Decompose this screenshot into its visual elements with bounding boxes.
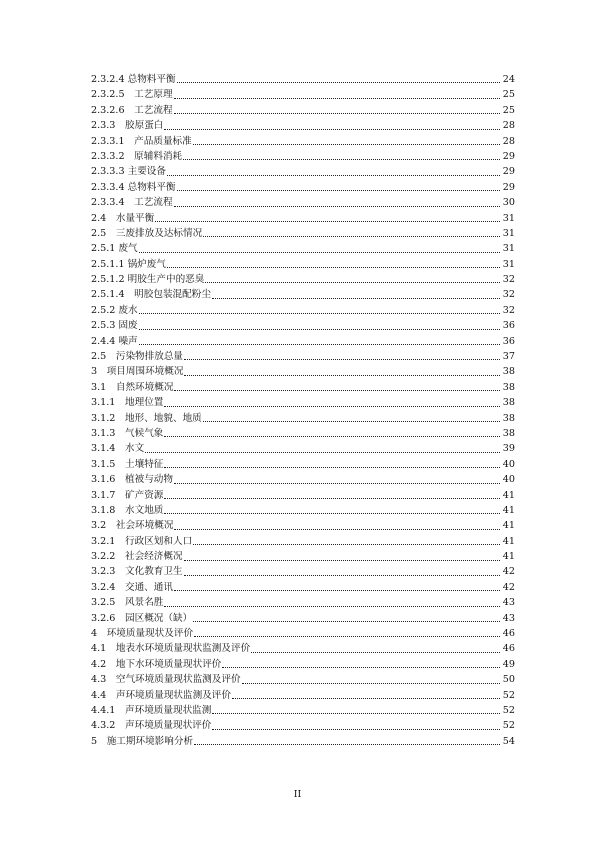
toc-entry[interactable] bbox=[91, 72, 515, 87]
toc-entry-title: 3.2.3 文化教育卫生 bbox=[91, 566, 183, 578]
toc-entry[interactable] bbox=[91, 164, 515, 179]
toc-entry[interactable] bbox=[91, 472, 515, 487]
dot-leader bbox=[174, 590, 500, 591]
table-of-contents bbox=[91, 72, 515, 749]
dot-leader bbox=[222, 667, 500, 668]
toc-entry-title: 2.5.3 固废 bbox=[91, 320, 138, 332]
toc-entry-title: 3.1.8 水文地质 bbox=[91, 504, 164, 516]
dot-leader bbox=[164, 498, 500, 499]
dot-leader bbox=[164, 467, 500, 468]
toc-entry-page: 31 bbox=[502, 258, 515, 270]
toc-entry-page: 43 bbox=[502, 597, 515, 609]
toc-entry-page: 31 bbox=[502, 227, 515, 239]
dot-leader bbox=[167, 267, 500, 268]
toc-entry-page: 46 bbox=[502, 643, 515, 655]
dot-leader bbox=[184, 359, 500, 360]
toc-entry-page: 24 bbox=[502, 73, 515, 85]
toc-entry[interactable] bbox=[91, 565, 515, 580]
toc-entry[interactable] bbox=[91, 641, 515, 656]
toc-entry[interactable] bbox=[91, 134, 515, 149]
toc-entry-title: 3.1.2 地形、地貌、地质 bbox=[91, 412, 202, 424]
toc-entry-page: 46 bbox=[502, 628, 515, 640]
toc-entry-title: 3.2.1 行政区划和人口 bbox=[91, 535, 193, 547]
toc-entry[interactable] bbox=[91, 241, 515, 256]
toc-entry-title: 3.1.5 土壤特征 bbox=[91, 458, 164, 470]
toc-entry[interactable] bbox=[91, 87, 515, 102]
toc-entry-title: 3.2.6 园区概况（缺） bbox=[91, 612, 193, 624]
dot-leader bbox=[205, 282, 500, 283]
toc-entry-page: 38 bbox=[502, 427, 515, 439]
toc-entry-page: 32 bbox=[502, 304, 515, 316]
toc-entry-page: 39 bbox=[502, 443, 515, 455]
toc-entry-page: 40 bbox=[502, 458, 515, 470]
toc-entry-page: 32 bbox=[502, 289, 515, 301]
dot-leader bbox=[139, 344, 500, 345]
toc-entry-page: 36 bbox=[502, 320, 515, 332]
toc-entry[interactable] bbox=[91, 272, 515, 287]
toc-entry-page: 38 bbox=[502, 381, 515, 393]
toc-entry-title: 4.2 地下水环境质量现状评价 bbox=[91, 658, 222, 670]
toc-entry-title: 2.3.2.5 工艺原理 bbox=[91, 89, 173, 101]
toc-entry-title: 4.4.1 声环境质量现状监测 bbox=[91, 705, 212, 716]
toc-entry[interactable] bbox=[91, 149, 515, 164]
toc-entry[interactable] bbox=[91, 211, 515, 226]
toc-entry[interactable] bbox=[91, 349, 515, 364]
dot-leader bbox=[212, 729, 500, 730]
dot-leader bbox=[184, 375, 500, 376]
toc-entry[interactable] bbox=[91, 595, 515, 610]
toc-entry[interactable] bbox=[91, 672, 515, 687]
dot-leader bbox=[251, 652, 500, 653]
toc-entry[interactable] bbox=[91, 549, 515, 564]
toc-entry-page: 32 bbox=[502, 274, 515, 286]
toc-entry-title: 2.5.1 废气 bbox=[91, 243, 138, 255]
dot-leader bbox=[167, 175, 500, 176]
toc-entry-title: 4.1 地表水环境质量现状监测及评价 bbox=[91, 643, 251, 655]
toc-entry-page: 43 bbox=[502, 612, 515, 624]
toc-entry[interactable] bbox=[91, 426, 515, 441]
toc-entry-title: 2.5.1.1 锅炉废气 bbox=[91, 258, 166, 270]
toc-entry-page: 41 bbox=[502, 535, 515, 547]
toc-entry[interactable] bbox=[91, 457, 515, 472]
toc-entry[interactable] bbox=[91, 534, 515, 549]
toc-entry-page: 29 bbox=[502, 166, 515, 178]
toc-entry-page: 38 bbox=[502, 397, 515, 409]
dot-leader bbox=[155, 221, 500, 222]
dot-leader bbox=[174, 483, 500, 484]
toc-entry[interactable] bbox=[91, 103, 515, 118]
dot-leader bbox=[193, 144, 500, 145]
toc-entry[interactable] bbox=[91, 580, 515, 595]
toc-entry-page: 28 bbox=[502, 120, 515, 132]
toc-entry-title: 3.1.4 水文 bbox=[91, 443, 145, 455]
toc-entry[interactable] bbox=[91, 303, 515, 318]
toc-entry-page: 54 bbox=[502, 735, 515, 747]
dot-leader bbox=[242, 683, 500, 684]
toc-entry-title: 2.5 三废排放及达标情况 bbox=[91, 227, 203, 239]
dot-leader bbox=[164, 406, 500, 407]
toc-entry-title: 2.3.3.4 总物料平衡 bbox=[91, 181, 176, 193]
toc-entry-title: 4 环境质量现状及评价 bbox=[91, 628, 194, 640]
toc-entry-title: 3.1.1 地理位置 bbox=[91, 397, 164, 409]
toc-entry-title: 2.3.3.3 主要设备 bbox=[91, 166, 166, 178]
toc-entry-title: 3.2.5 风景名胜 bbox=[91, 597, 164, 609]
toc-entry-page: 42 bbox=[502, 566, 515, 578]
toc-entry-title: 2.3.2.6 工艺流程 bbox=[91, 104, 173, 116]
dot-leader bbox=[184, 575, 500, 576]
toc-entry-title: 2.5 污染物排放总量 bbox=[91, 351, 184, 363]
toc-entry[interactable] bbox=[91, 364, 515, 379]
toc-entry-title: 2.3.3.4 工艺流程 bbox=[91, 197, 173, 209]
dot-leader bbox=[193, 544, 500, 545]
toc-entry-page: 41 bbox=[502, 520, 515, 532]
dot-leader bbox=[177, 82, 500, 83]
dot-leader bbox=[164, 436, 500, 437]
toc-entry[interactable] bbox=[91, 334, 515, 349]
toc-entry[interactable] bbox=[91, 488, 515, 503]
toc-entry-title: 3 项目周围环境概况 bbox=[91, 366, 184, 378]
dot-leader bbox=[174, 113, 500, 114]
toc-entry-title: 5 施工期环境影响分析 bbox=[91, 735, 194, 747]
toc-entry-title: 2.3.2.4 总物料平衡 bbox=[91, 73, 176, 85]
dot-leader bbox=[194, 636, 500, 637]
dot-leader bbox=[212, 298, 500, 299]
dot-leader bbox=[194, 744, 500, 745]
dot-leader bbox=[174, 529, 500, 530]
dot-leader bbox=[174, 206, 500, 207]
dot-leader bbox=[232, 698, 500, 699]
toc-entry-title: 3.1.3 气候气象 bbox=[91, 427, 164, 439]
toc-entry-title: 3.2.4 交通、通讯 bbox=[91, 581, 173, 593]
toc-entry-page: 29 bbox=[502, 181, 515, 193]
dot-leader bbox=[139, 313, 500, 314]
toc-entry-title: 2.3.3 胶原蛋白 bbox=[91, 120, 164, 132]
toc-entry-title: 2.4.4 噪声 bbox=[91, 335, 138, 347]
toc-entry-title: 2.4 水量平衡 bbox=[91, 212, 155, 224]
toc-entry-page: 41 bbox=[502, 489, 515, 501]
toc-entry-title: 2.3.3.2 原辅料消耗 bbox=[91, 150, 183, 162]
dot-leader bbox=[164, 513, 500, 514]
toc-entry-title: 3.1 自然环境概况 bbox=[91, 381, 174, 393]
toc-entry-page: 30 bbox=[502, 197, 515, 209]
toc-entry-title: 2.5.2 废水 bbox=[91, 304, 138, 316]
toc-entry[interactable] bbox=[91, 195, 515, 210]
toc-entry-title: 3.2.2 社会经济概况 bbox=[91, 551, 183, 563]
dot-leader bbox=[203, 236, 500, 237]
toc-entry[interactable] bbox=[91, 411, 515, 426]
toc-entry-page: 25 bbox=[502, 89, 515, 101]
toc-entry[interactable] bbox=[91, 703, 515, 718]
toc-entry-page: 40 bbox=[502, 474, 515, 486]
dot-leader bbox=[139, 252, 500, 253]
toc-entry-page: 52 bbox=[502, 720, 515, 732]
dot-leader bbox=[193, 621, 500, 622]
page-number: II bbox=[293, 789, 302, 800]
toc-entry-title: 3.2 社会环境概况 bbox=[91, 520, 174, 532]
toc-entry[interactable] bbox=[91, 318, 515, 333]
dot-leader bbox=[164, 606, 500, 607]
toc-entry[interactable] bbox=[91, 441, 515, 456]
toc-entry-page: 52 bbox=[502, 705, 515, 716]
toc-entry[interactable] bbox=[91, 626, 515, 641]
toc-entry-title: 4.3.2 声环境质量现状评价 bbox=[91, 720, 212, 732]
toc-entry-title: 3.1.7 矿产资源 bbox=[91, 489, 164, 501]
toc-entry[interactable] bbox=[91, 611, 515, 626]
toc-entry-title: 4.3 空气环境质量现状监测及评价 bbox=[91, 674, 241, 686]
toc-entry-title: 3.1.6 植被与动物 bbox=[91, 474, 173, 486]
toc-entry-page: 49 bbox=[502, 658, 515, 670]
toc-entry-page: 42 bbox=[502, 581, 515, 593]
toc-entry-page: 28 bbox=[502, 135, 515, 147]
toc-entry-page: 31 bbox=[502, 243, 515, 255]
toc-entry-page: 50 bbox=[502, 674, 515, 686]
dot-leader bbox=[183, 159, 500, 160]
toc-entry-page: 41 bbox=[502, 504, 515, 516]
dot-leader bbox=[184, 560, 500, 561]
toc-entry-title: 2.5.1.4 明胶包装混配粉尘 bbox=[91, 289, 211, 301]
toc-entry[interactable] bbox=[91, 734, 515, 749]
toc-entry[interactable] bbox=[91, 657, 515, 672]
toc-entry[interactable] bbox=[91, 380, 515, 395]
toc-entry[interactable] bbox=[91, 226, 515, 241]
toc-entry[interactable] bbox=[91, 718, 515, 733]
toc-entry[interactable] bbox=[91, 518, 515, 533]
toc-entry-page: 38 bbox=[502, 412, 515, 424]
toc-entry[interactable] bbox=[91, 503, 515, 518]
toc-entry-page: 52 bbox=[502, 689, 515, 701]
toc-entry-title: 2.3.3.1 产品质量标准 bbox=[91, 135, 192, 147]
dot-leader bbox=[203, 421, 500, 422]
toc-entry[interactable] bbox=[91, 287, 515, 302]
toc-entry-page: 25 bbox=[502, 104, 515, 116]
toc-entry-page: 38 bbox=[502, 366, 515, 378]
dot-leader bbox=[139, 329, 500, 330]
toc-entry[interactable] bbox=[91, 118, 515, 133]
dot-leader bbox=[177, 190, 500, 191]
toc-entry-title: 2.5.1.2 明胶生产中的恶臭 bbox=[91, 274, 205, 286]
dot-leader bbox=[174, 98, 500, 99]
toc-entry[interactable] bbox=[91, 257, 515, 272]
toc-entry[interactable] bbox=[91, 180, 515, 195]
toc-entry-title: 4.4 声环境质量现状监测及评价 bbox=[91, 689, 231, 701]
toc-entry-page: 37 bbox=[502, 351, 515, 363]
toc-entry-page: 29 bbox=[502, 150, 515, 162]
toc-entry[interactable] bbox=[91, 395, 515, 410]
toc-entry-page: 36 bbox=[502, 335, 515, 347]
dot-leader bbox=[174, 390, 500, 391]
toc-entry-page: 31 bbox=[502, 212, 515, 224]
dot-leader bbox=[145, 452, 500, 453]
dot-leader bbox=[164, 129, 500, 130]
toc-entry[interactable] bbox=[91, 688, 515, 703]
toc-entry-page: 41 bbox=[502, 551, 515, 563]
dot-leader bbox=[212, 713, 500, 714]
